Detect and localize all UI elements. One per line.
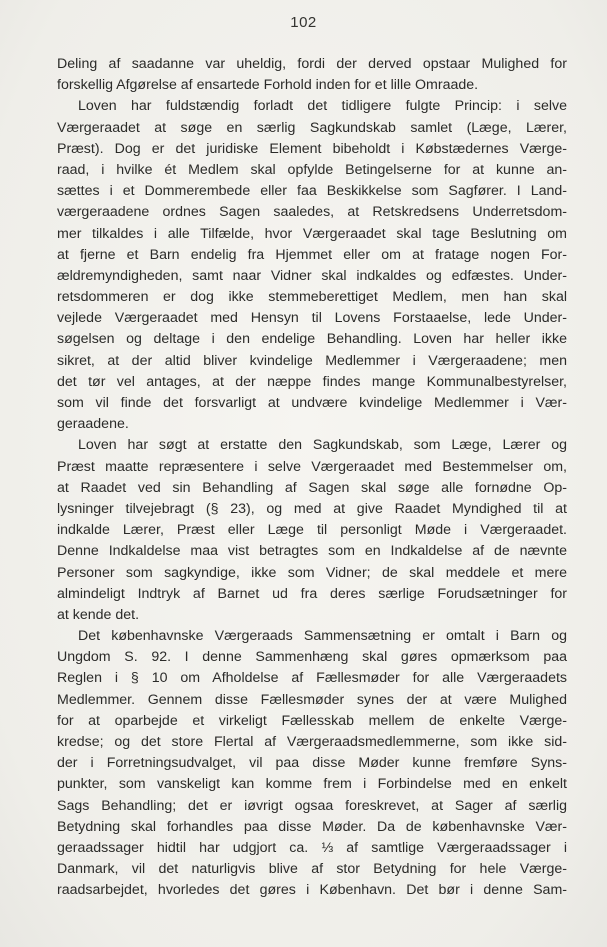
text-line: raadsarbejdet, hvorledes det gøres i København. Det bør i denne Sam-	[57, 882, 567, 899]
text-line: mer tilkaldes i alle Tilfælde, hvor Værgeraadet skal tage Beslutning om	[57, 225, 567, 242]
text-line: Deling af saadanne var uheldig, fordi der derved opstaar Mulighed for	[57, 56, 567, 72]
text-line: Reglen i § 10 om Afholdelse af Fællesmøder for alle Værgeraadets	[57, 670, 567, 687]
text-line: Præst). Dog er det juridiske Element bibeholdt i Købstædernes Værge-	[57, 140, 567, 157]
page-number: 102	[290, 14, 317, 31]
text-line: Ungdom S. 92. I denne Sammenhæng skal gøres opmærksom paa	[57, 649, 567, 666]
text-line: geraadssager hidtil har udgjort ca. ⅓ af samtlige Værgeraadssager i	[57, 839, 567, 856]
text-line: Præst maatte repræsentere i selve Værgeraadet med Bestemmelser om,	[57, 458, 567, 475]
text-line: Personer som sagkyndige, ikke som Vidner; de skal meddele et mere	[57, 564, 567, 581]
text-line: som vil finde det forsvarligt at undvære kvindelige Medlemmer i Vær-	[57, 395, 567, 411]
text-line: almindeligt Indtryk af Barnet ud fra deres særlige Forudsætninger for	[57, 585, 567, 602]
text-line: indkalde Lærer, Præst eller Læge til personligt Møde i Værgeraadet.	[57, 522, 567, 539]
text-line: geraadene.	[57, 416, 129, 433]
text-line: Denne Indkaldelse maa vist betragtes som en Indkaldelse af de nævnte	[57, 543, 567, 560]
text-line: raad, i hvilke ét Medlem skal opfylde Betingelserne for at kunne an-	[57, 161, 567, 178]
text-line: Betydning skal forhandles paa disse Møder. Da de københavnske Vær-	[57, 818, 567, 835]
text-line: Loven har fuldstændig forladt det tidligere fulgte Princip: i selve	[78, 98, 567, 115]
text-line: at Raadet ved sin Behandling af Sagen skal søge alle fornødne Op-	[57, 479, 567, 496]
text-line: Det københavnske Værgeraads Sammensætning er omtalt i Barn og	[78, 628, 567, 645]
text-line: lysninger tilvejebragt (§ 23), og med at give Raadet Myndighed til at	[57, 500, 567, 517]
text-line: Værgeraadet at søge en særlig Sagkundskab samlet (Læge, Lærer,	[57, 119, 567, 136]
text-line: punkter, som vanskeligt kan komme frem i Forbindelse med en enkelt	[57, 776, 567, 793]
text-line: kredse; og det store Flertal af Værgeraadsmedlemmerne, som ikke sid-	[57, 734, 567, 750]
text-line: Loven har søgt at erstatte den Sagkundskab, som Læge, Lærer og	[78, 437, 567, 454]
text-line: forskellig Afgørelse af ensartede Forhold inden for et lille Omraade.	[57, 77, 479, 94]
text-line: at kende det.	[57, 606, 140, 623]
text-line: Danmark, vil det naturligvis blive af stor Betydning for hele Værge-	[57, 861, 567, 878]
text-line: sættes i et Dommerembede eller faa Beskikkelse som Sagfører. I Land-	[57, 183, 567, 200]
text-line: vejlede Værgeraadet med Hensyn til Lovens Forstaaelse, lede Under-	[57, 310, 567, 327]
text-line: Sags Behandling; det er iøvrigt ogsaa foreskrevet, at Sager af særlig	[57, 797, 567, 814]
text-line: værgeraadene ordnes Sagen saaledes, at Retskredsens Underretsdom-	[57, 204, 567, 221]
text-line: Medlemmer. Gennem disse Fællesmøder synes der at være Mulighed	[57, 691, 567, 708]
text-line: ældremyndigheden, samt naar Vidner skal indkaldes og edfæstes. Under-	[57, 267, 567, 284]
text-line: for at oparbejde et virkeligt Fællesskab mellem de enkelte Værge-	[57, 712, 567, 729]
text-line: at fjerne et Barn endelig fra Hjemmet eller om at fratage nogen For-	[57, 246, 567, 263]
text-line: der i Forretningsudvalget, vil paa disse Møder kunne fremføre Syns-	[57, 755, 567, 772]
text-line: retsdommeren er dog ikke stemmeberettiget Medlem, men han skal	[57, 289, 567, 306]
body-text	[57, 54, 567, 902]
text-line: sikret, at der altid bliver kvindelige Medlemmer i Værgeraadene; men	[57, 352, 567, 369]
text-line: det tør vel antages, at der næppe findes mange Kommunalbestyrelser,	[57, 373, 567, 390]
text-line: søgelsen og deltage i den endelige Behandling. Loven har heller ikke	[57, 331, 567, 348]
